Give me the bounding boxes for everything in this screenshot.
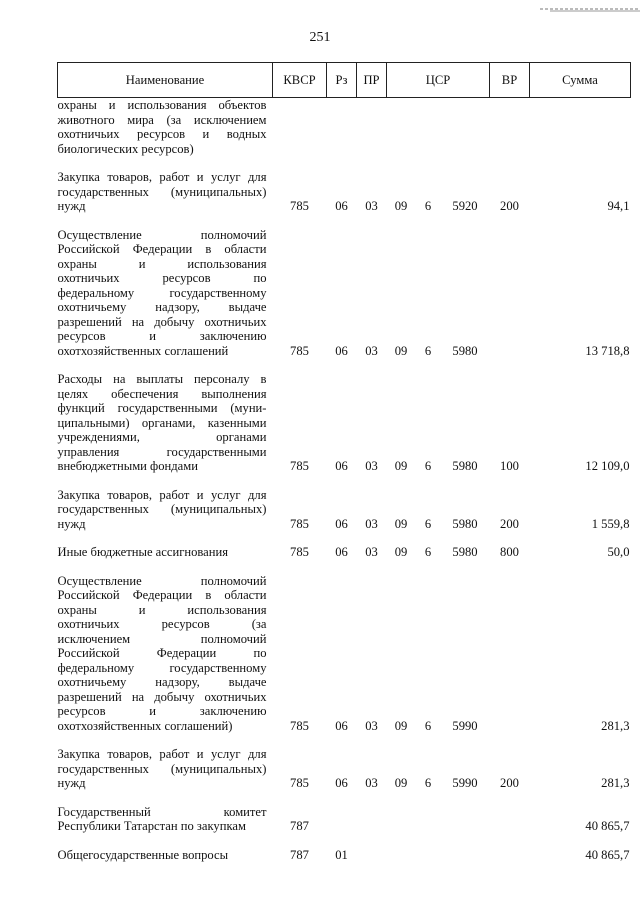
cell-pr: 03 — [365, 343, 378, 358]
cell-name-line: Республики Татарстан по закупкам — [57, 819, 246, 833]
cell-csr3: 5920 — [452, 199, 478, 213]
cell-name-line: ресурсов и заключению — [57, 704, 267, 718]
cell-name-line: охотничьему надзору, выдаче — [57, 675, 267, 689]
row-spacer-cell — [58, 358, 631, 372]
cell-name-line: федеральному государственному — [57, 660, 267, 675]
cell-sum: 12 109,0 — [585, 459, 630, 473]
cell-name-line: охотничьему надзору, выдаче — [57, 300, 267, 314]
cell-name-line: нужд — [57, 776, 86, 790]
cell-sum: 40 865,7 — [585, 819, 630, 833]
cell-csr1: 09 — [394, 718, 408, 733]
cell-vr: 100 — [500, 459, 519, 473]
cell-sum: 281,3 — [601, 718, 630, 733]
cell-name-line: ресурсов и заключению — [57, 329, 267, 343]
cell-csr2: 6 — [424, 776, 432, 790]
row-spacer-cell — [58, 560, 631, 574]
cell-name-line: федеральному государственному — [57, 285, 267, 300]
cell-name-line: Российской Федерации в области — [57, 588, 267, 602]
cell-name-line: Российской Федерации по — [57, 646, 267, 660]
cell-sum — [530, 98, 631, 157]
table-row — [58, 372, 631, 474]
row-spacer-cell — [58, 156, 631, 170]
cell-name-line: Закупка товаров, работ и услуг для — [57, 170, 267, 184]
row-spacer — [58, 733, 631, 747]
row-spacer — [58, 156, 631, 170]
scan-edge-mark — [540, 0, 640, 14]
cell-csr1 — [387, 805, 416, 834]
cell-pr: 03 — [365, 718, 378, 733]
table-row — [58, 545, 631, 560]
cell-vr — [490, 228, 530, 359]
cell-name-line: биологических ресурсов) — [57, 141, 194, 156]
cell-name-line: Закупка товаров, работ и услуг для — [57, 747, 267, 761]
header-sum: Сумма — [530, 63, 631, 98]
cell-csr3: 5980 — [452, 343, 478, 358]
cell-csr1 — [387, 848, 416, 863]
cell-pr: 03 — [365, 459, 378, 473]
row-spacer-cell — [58, 791, 631, 805]
cell-name — [58, 228, 273, 359]
cell-kvsr: 785 — [290, 343, 309, 358]
cell-name-line: учреждениями, органами — [57, 430, 267, 444]
cell-sum: 13 718,8 — [585, 343, 630, 358]
row-spacer — [58, 834, 631, 848]
cell-vr — [490, 574, 530, 734]
cell-name — [58, 574, 273, 734]
cell-name — [58, 170, 273, 214]
row-spacer-cell — [58, 733, 631, 747]
table-row — [58, 98, 631, 157]
cell-rz — [327, 98, 357, 157]
cell-kvsr: 785 — [290, 516, 309, 531]
cell-name-line: охотхозяйственных соглашений — [57, 343, 229, 358]
cell-sum: 94,1 — [607, 199, 630, 213]
cell-sum: 40 865,7 — [585, 847, 630, 862]
cell-csr2: 6 — [424, 718, 432, 733]
cell-csr1: 09 — [394, 516, 408, 531]
page-number: 251 — [309, 30, 331, 45]
cell-rz — [327, 805, 357, 834]
cell-vr: 200 — [500, 776, 519, 790]
table-body — [58, 98, 631, 863]
cell-name-line: охраны и использования — [57, 256, 267, 271]
header-vr: ВР — [490, 63, 530, 98]
budget-table — [57, 62, 631, 862]
cell-kvsr: 785 — [290, 459, 309, 473]
cell-csr3: 5990 — [452, 776, 478, 790]
cell-pr: 03 — [365, 776, 378, 790]
cell-name-line: Расходы на выплаты персоналу в — [57, 372, 267, 386]
cell-csr1: 09 — [394, 459, 408, 473]
cell-vr — [490, 805, 530, 834]
cell-rz: 06 — [335, 516, 348, 531]
cell-name-line: государственных (муниципальных) — [57, 761, 267, 776]
row-spacer — [58, 358, 631, 372]
cell-name-line: Государственный комитет — [57, 804, 267, 819]
cell-name — [58, 545, 273, 560]
cell-csr1: 09 — [394, 776, 408, 790]
cell-csr1: 09 — [394, 199, 408, 213]
cell-vr — [490, 98, 530, 157]
cell-sum: 50,0 — [607, 545, 630, 559]
cell-csr1: 09 — [394, 343, 408, 358]
cell-rz: 06 — [335, 343, 348, 358]
cell-pr — [357, 848, 387, 863]
cell-csr3: 5980 — [452, 459, 478, 473]
table-row — [58, 170, 631, 214]
cell-pr — [357, 98, 387, 157]
cell-sum: 1 559,8 — [591, 516, 630, 531]
header-name: Наименование — [58, 63, 273, 98]
cell-sum: 281,3 — [601, 776, 630, 790]
header-pr: ПР — [357, 63, 387, 98]
cell-csr2 — [416, 805, 441, 834]
cell-csr3: 5990 — [452, 718, 478, 733]
cell-csr3: 5980 — [452, 516, 478, 531]
cell-name-line: внебюджетными фондами — [57, 459, 198, 473]
cell-name — [58, 372, 273, 474]
cell-name-line: государственных (муниципальных) — [57, 502, 267, 516]
cell-vr — [490, 848, 530, 863]
row-spacer-cell — [58, 834, 631, 848]
cell-csr2: 6 — [424, 545, 432, 559]
row-spacer — [58, 214, 631, 228]
table-row — [58, 488, 631, 532]
cell-name-line: охотничьих ресурсов по — [57, 271, 267, 285]
table-header — [58, 63, 631, 98]
cell-csr2 — [416, 98, 441, 157]
cell-name-line: животного мира (за исключением — [57, 112, 267, 127]
table-row — [58, 574, 631, 734]
cell-name-line: охотничьих ресурсов (за — [57, 617, 267, 631]
cell-name-line: целях обеспечения выполнения — [57, 386, 267, 401]
cell-name-line: функций государственными (муни- — [57, 401, 267, 415]
table-row — [58, 747, 631, 791]
cell-name-line: государственных (муниципальных) — [57, 184, 267, 199]
cell-name-line: разрешений на добычу охотничьих — [57, 689, 267, 704]
cell-csr3 — [441, 805, 490, 834]
table-row — [58, 805, 631, 834]
cell-csr1 — [387, 98, 416, 157]
table-row — [58, 848, 631, 863]
cell-vr: 200 — [500, 516, 519, 531]
cell-rz: 06 — [335, 459, 348, 473]
cell-name-line: нужд — [57, 516, 86, 531]
cell-vr: 800 — [500, 545, 519, 559]
header-kvsr: КВСР — [273, 63, 327, 98]
cell-name-line: исключением полномочий — [57, 631, 267, 646]
cell-csr2: 6 — [424, 516, 432, 531]
cell-name-line: охотхозяйственных соглашений) — [57, 718, 233, 733]
row-spacer-cell — [58, 531, 631, 545]
cell-name-line: Российской Федерации в области — [57, 242, 267, 256]
header-csr: ЦСР — [387, 63, 490, 98]
cell-csr3 — [441, 848, 490, 863]
row-spacer — [58, 560, 631, 574]
cell-name — [58, 848, 273, 863]
cell-vr: 200 — [500, 199, 519, 213]
row-spacer — [58, 531, 631, 545]
table-row — [58, 228, 631, 359]
cell-csr3 — [441, 98, 490, 157]
cell-name-line: управления государственными — [57, 444, 267, 459]
cell-name-line: охотничьих ресурсов и водных — [57, 127, 267, 141]
cell-rz: 01 — [335, 847, 348, 862]
cell-csr2: 6 — [424, 199, 432, 213]
cell-name-line: Осуществление полномочий — [57, 227, 267, 242]
cell-kvsr: 785 — [290, 718, 309, 733]
row-spacer-cell — [58, 214, 631, 228]
cell-name — [58, 805, 273, 834]
cell-csr2: 6 — [424, 459, 432, 473]
cell-name-line: нужд — [57, 199, 86, 213]
cell-kvsr: 785 — [290, 776, 309, 790]
cell-name-line: разрешений на добычу охотничьих — [57, 314, 267, 329]
cell-kvsr: 787 — [290, 819, 309, 833]
cell-name-line: Осуществление полномочий — [57, 573, 267, 588]
cell-kvsr — [273, 98, 327, 157]
cell-name-line: Общегосударственные вопросы — [57, 847, 229, 862]
cell-pr: 03 — [365, 516, 378, 531]
row-spacer — [58, 791, 631, 805]
cell-name — [58, 98, 273, 157]
cell-pr: 03 — [365, 545, 378, 559]
header-rz: Рз — [327, 63, 357, 98]
cell-name-line: охраны и использования — [57, 602, 267, 617]
cell-rz: 06 — [335, 545, 348, 559]
cell-name-line: охраны и использования объектов — [57, 98, 267, 112]
cell-kvsr: 785 — [290, 545, 309, 559]
cell-csr3: 5980 — [452, 545, 478, 559]
cell-name-line: Закупка товаров, работ и услуг для — [57, 487, 267, 502]
cell-rz: 06 — [335, 199, 348, 213]
cell-rz: 06 — [335, 718, 348, 733]
cell-csr2: 6 — [424, 343, 432, 358]
cell-rz: 06 — [335, 776, 348, 790]
cell-name-line: Иные бюджетные ассигнования — [57, 545, 229, 559]
cell-pr — [357, 805, 387, 834]
cell-kvsr: 785 — [290, 199, 309, 213]
cell-csr1: 09 — [394, 545, 408, 559]
cell-pr: 03 — [365, 199, 378, 213]
cell-kvsr: 787 — [290, 847, 309, 862]
row-spacer — [58, 474, 631, 488]
cell-name-line: ципальными) органами, казенными — [57, 415, 267, 430]
cell-csr2 — [416, 848, 441, 863]
cell-name — [58, 747, 273, 791]
cell-name — [58, 488, 273, 532]
row-spacer-cell — [58, 474, 631, 488]
